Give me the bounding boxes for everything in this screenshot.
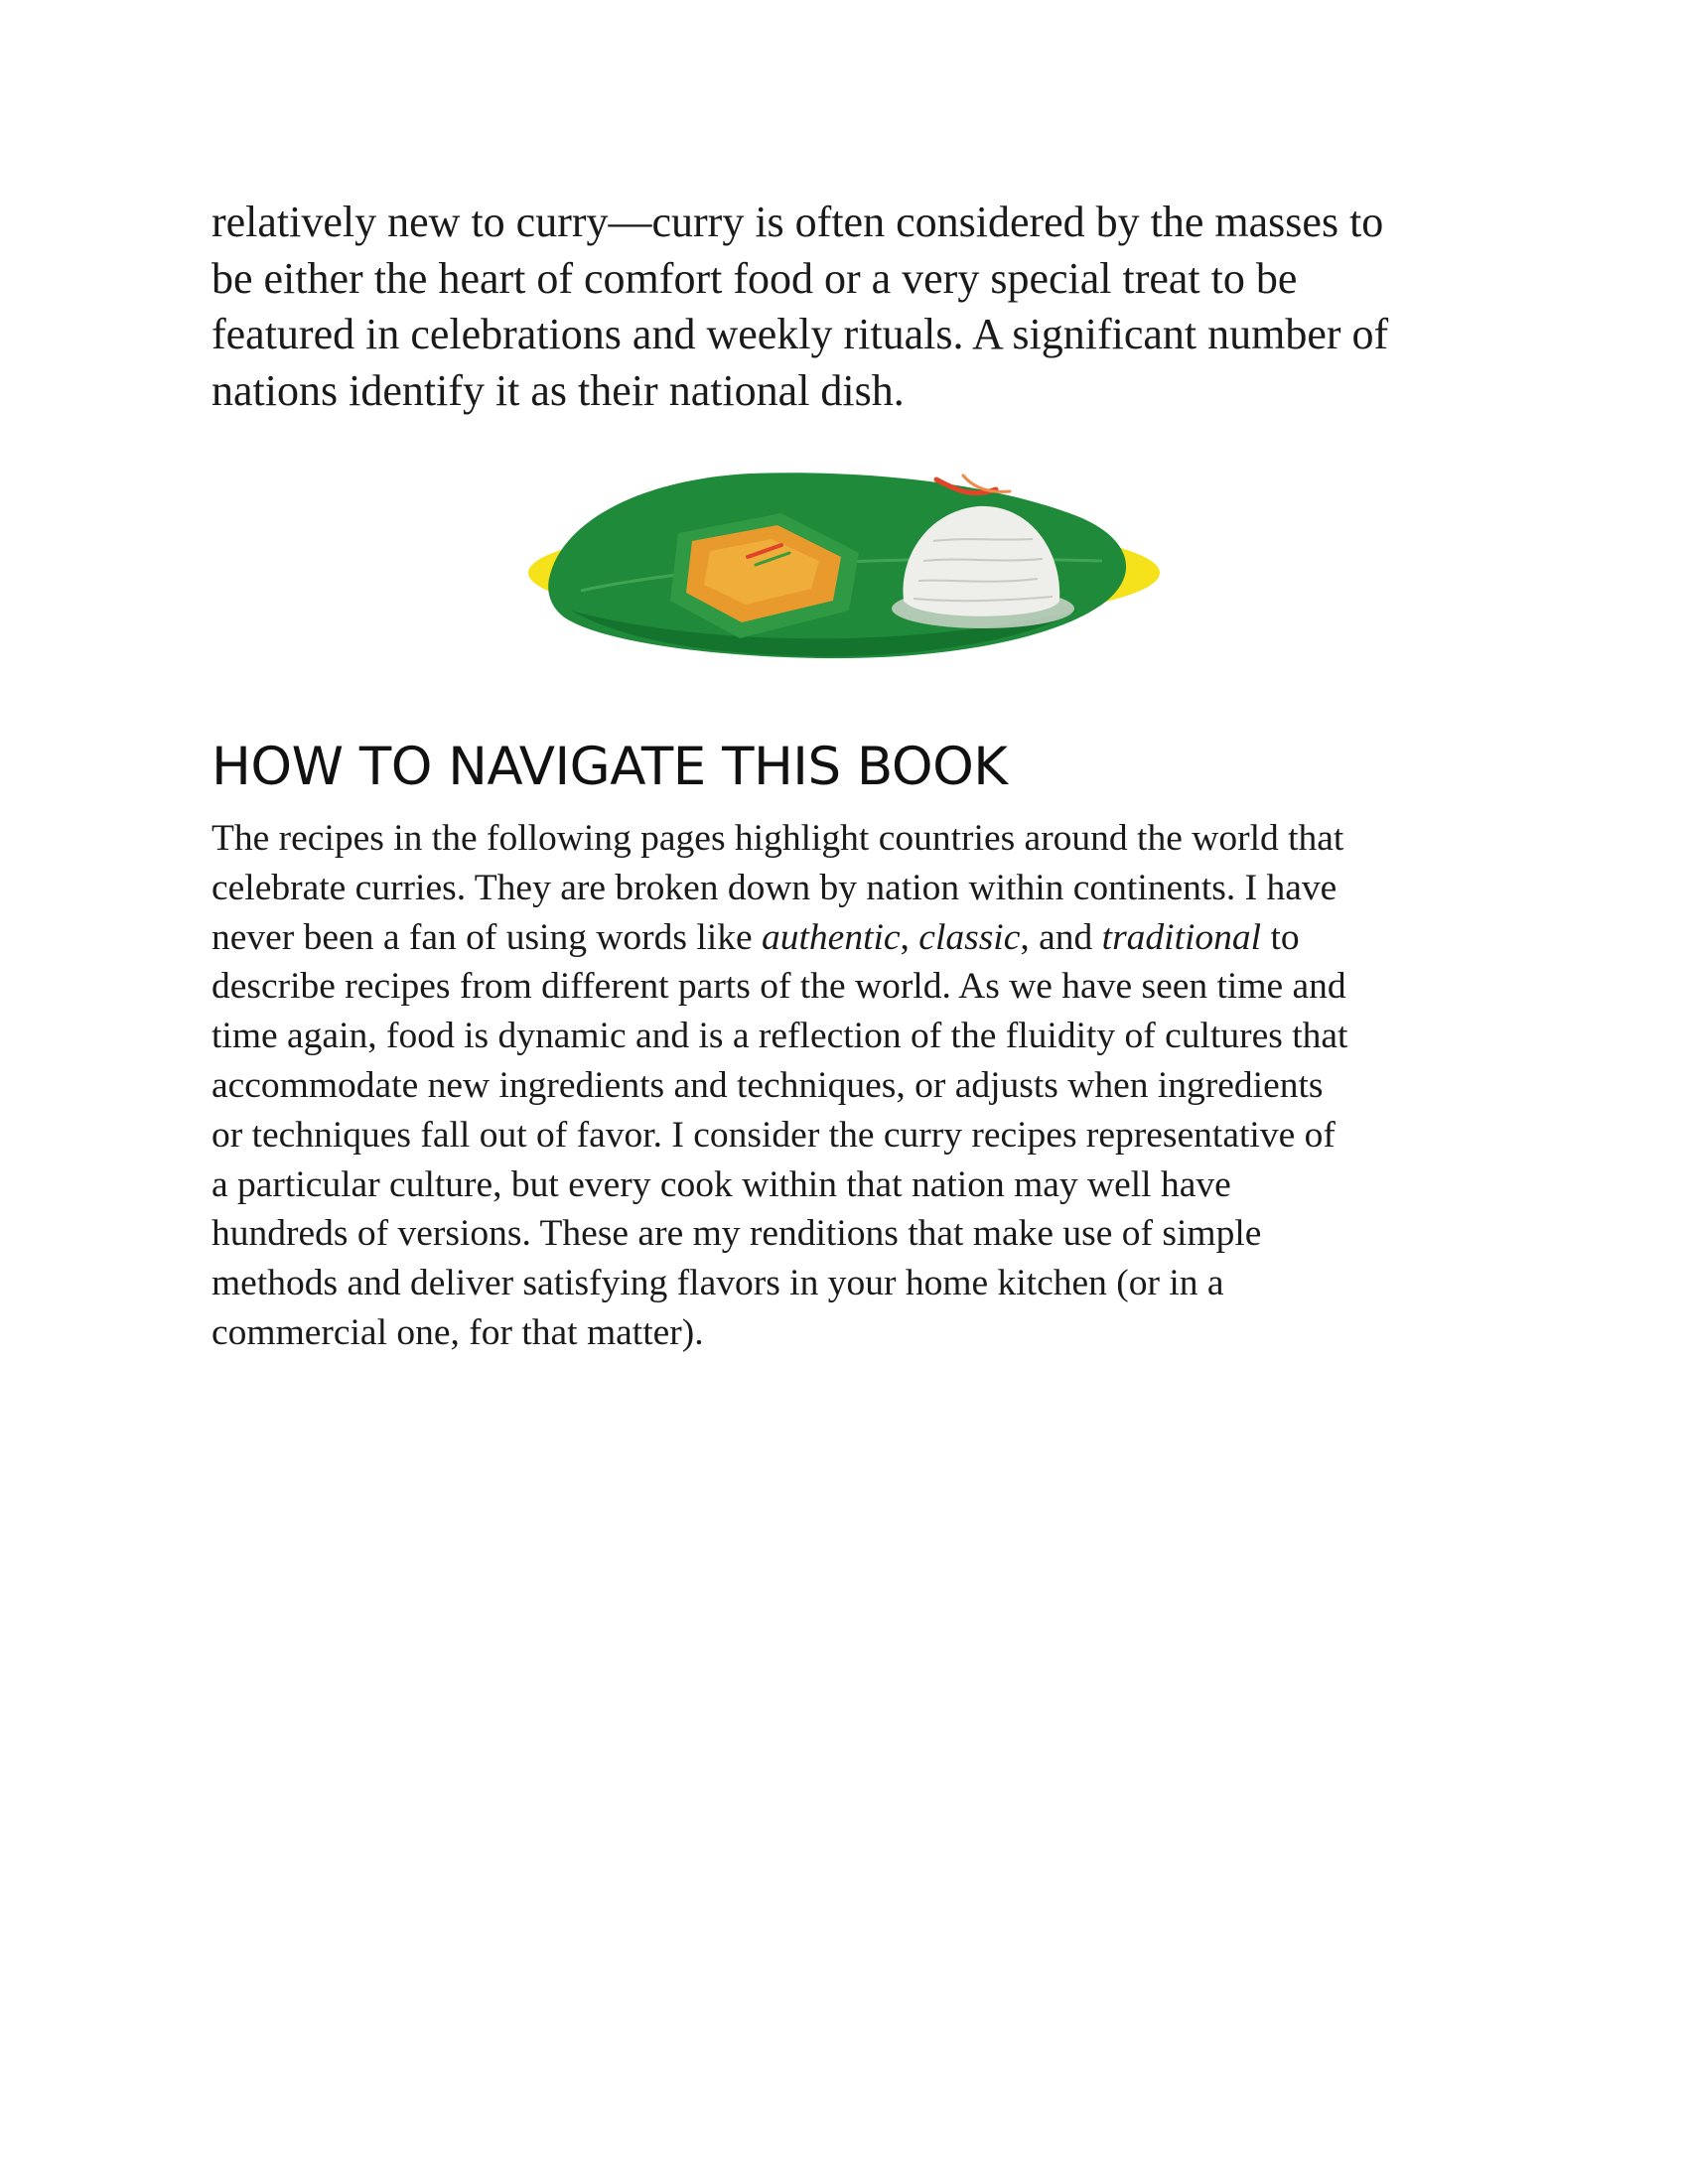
intro-paragraph (211, 195, 1502, 419)
italic-term: classic (918, 916, 1021, 958)
intro-line: relatively new to curry—curry is often considered by the masses to (211, 198, 1384, 246)
body-line: a particular culture, but every cook within that nation may well have (211, 1163, 1231, 1205)
curry-rice-banana-leaf-illustration (521, 462, 1162, 665)
body-line: accommodate new ingredients and techniques, or adjusts when ingredients (211, 1064, 1324, 1106)
body-line: methods and deliver satisfying flavors in your home kitchen (or in a (211, 1263, 1224, 1304)
body-line: describe recipes from different parts of the world. As we have seen time and (211, 966, 1346, 1008)
body-line: celebrate curries. They are broken down by nation within continents. I have (211, 867, 1337, 908)
italic-term: authentic (762, 916, 901, 958)
italic-term: traditional (1101, 916, 1262, 958)
body-line: time again, food is dynamic and is a reflection of the fluidity of cultures that (211, 1016, 1348, 1057)
body-line: The recipes in the following pages highlight countries around the world that (211, 818, 1344, 859)
intro-line: featured in celebrations and weekly rituals. A significant number of (211, 310, 1389, 358)
section-paragraph (211, 814, 1502, 1358)
illustration-drawing (521, 462, 1162, 665)
section-heading: HOW TO NAVIGATE THIS BOOK (211, 737, 1008, 797)
body-line: or techniques fall out of favor. I consider the curry recipes representative of (211, 1114, 1336, 1156)
intro-line: be either the heart of comfort food or a very special treat to be (211, 253, 1298, 303)
body-line: hundreds of versions. These are my renditions that make use of simple (211, 1213, 1262, 1255)
body-line: commercial one, for that matter). (211, 1311, 704, 1353)
body-line: never been a fan of using words like authentic, classic, and traditional to (211, 916, 1300, 958)
intro-line: nations identify it as their national dish. (211, 365, 905, 415)
